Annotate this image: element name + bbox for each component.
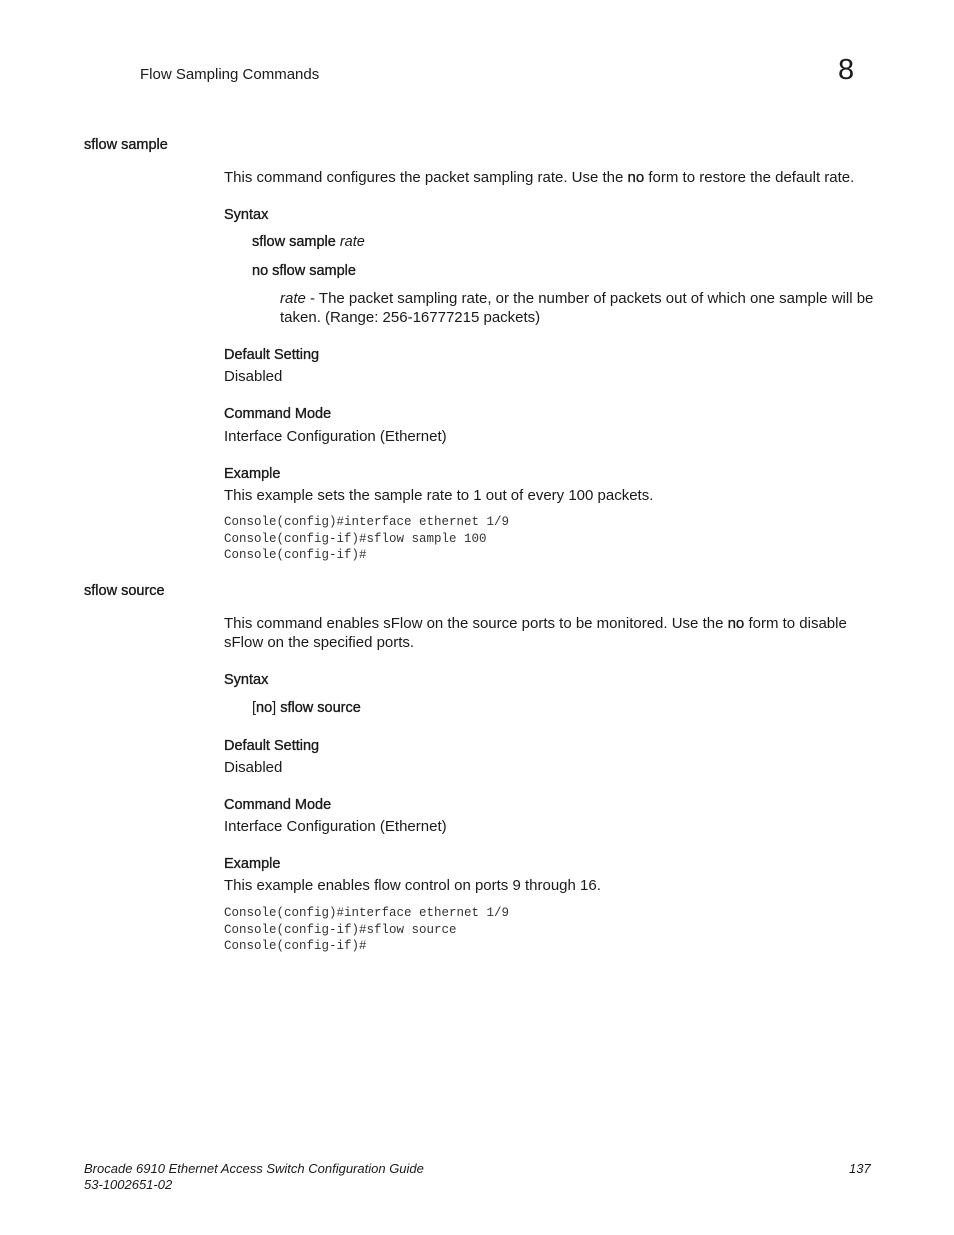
- source-mode-heading: Command Mode: [224, 797, 332, 813]
- sample-example-heading: Example: [224, 466, 281, 482]
- source-description: This command enables sFlow on the source ports to be monitored. Use the no form to disable sFlow on the specified ports.: [224, 615, 847, 651]
- source-syntax-heading: Syntax: [224, 672, 269, 688]
- source-default-value: Disabled: [224, 759, 283, 776]
- sample-mode-value: Interface Configuration (Ethernet): [224, 428, 447, 445]
- footer-page-number: 137: [849, 1161, 871, 1176]
- sample-default-value: Disabled: [224, 368, 283, 385]
- command-title-sflow-sample: sflow sample: [84, 137, 168, 153]
- sample-syntax-heading: Syntax: [224, 207, 269, 223]
- sample-syntax-no-line: no sflow sample: [252, 263, 356, 279]
- chapter-number: 8: [838, 54, 855, 86]
- source-syntax-line: [no] sflow source: [252, 700, 361, 716]
- command-title-sflow-source: sflow source: [84, 583, 165, 599]
- footer-guide-title: Brocade 6910 Ethernet Access Switch Configuration Guide: [84, 1161, 424, 1176]
- sample-example-description: This example sets the sample rate to 1 out of every 100 packets.: [224, 487, 654, 504]
- footer-doc-number: 53-1002651-02: [84, 1177, 173, 1192]
- source-mode-value: Interface Configuration (Ethernet): [224, 818, 447, 835]
- sample-param-description: rate - The packet sampling rate, or the number of packets out of which one sample will be taken. (Range: 256-16777215 packets): [280, 290, 874, 326]
- source-example-description: This example enables flow control on ports 9 through 16.: [224, 877, 601, 894]
- sample-syntax-line: sflow sample rate: [252, 234, 365, 250]
- source-code-block: Console(config)#interface ethernet 1/9 Console(config-if)#sflow source Console(config-if)#: [224, 906, 510, 954]
- running-header: Flow Sampling Commands: [140, 66, 320, 83]
- sample-description: This command configures the packet sampling rate. Use the no form to restore the default rate.: [224, 169, 855, 186]
- source-example-heading: Example: [224, 856, 281, 872]
- source-default-heading: Default Setting: [224, 738, 320, 754]
- sample-code-block: Console(config)#interface ethernet 1/9 Console(config-if)#sflow sample 100 Console(config-if)#: [224, 515, 510, 563]
- sample-mode-heading: Command Mode: [224, 406, 332, 422]
- sample-default-heading: Default Setting: [224, 347, 320, 363]
